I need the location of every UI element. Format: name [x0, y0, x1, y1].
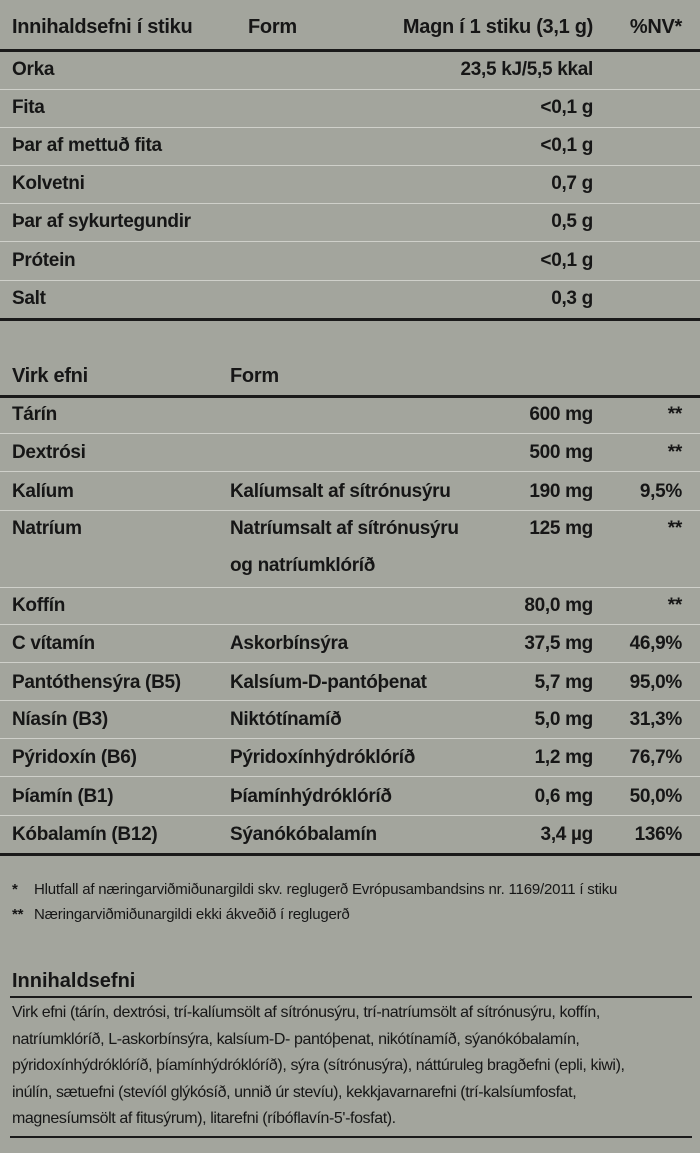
table-row: [0, 51, 700, 88]
table-row: [0, 396, 700, 433]
table-row: [0, 701, 700, 738]
table-row: [0, 127, 700, 164]
nutrition-header-amount: Magn í 1 stiku (3,1 g): [402, 16, 593, 38]
nutrition-header-name: Innihaldsefni í stiku: [12, 16, 193, 38]
table-row: [0, 816, 700, 853]
ingredients-text: [12, 1000, 688, 1133]
nutrition-header-nv: %NV*: [629, 16, 682, 38]
ingredients-line: magnesíumsölt af fitusýrum), litarefni (ríbóflavín-5'-fosfat).: [12, 1110, 396, 1127]
active-amount: 5,7 mg: [534, 672, 593, 693]
active-name: Tárín: [12, 404, 57, 425]
nutrient-amount: 0,7 g: [551, 173, 593, 194]
active-nv: 136%: [634, 824, 682, 845]
active-form: Pýridoxínhýdróklóríð: [230, 747, 416, 768]
table-row: [0, 778, 700, 815]
active-amount: 80,0 mg: [524, 595, 593, 616]
divider: [0, 853, 700, 856]
active-form: Niktótínamíð: [230, 709, 342, 730]
active-name: Pantóthensýra (B5): [12, 672, 181, 693]
table-row: [0, 739, 700, 776]
nutrient-name: Þar af mettuð fita: [12, 135, 162, 156]
active-name: Níasín (B3): [12, 709, 108, 730]
table-row: [0, 510, 700, 586]
table-row: [0, 89, 700, 126]
active-amount: 125 mg: [529, 518, 593, 539]
nutrient-amount: <0,1 g: [540, 135, 593, 156]
nutrient-name: Orka: [12, 59, 55, 80]
active-header-form: Form: [230, 365, 279, 387]
active-name: Pýridoxín (B6): [12, 747, 137, 768]
ingredients-line: natríumklóríð, L-askorbínsýra, kalsíum-D- pantóþenat, nikótínamíð, sýanókóbalamín,: [12, 1030, 580, 1048]
active-header-row: [0, 358, 700, 395]
table-row: [0, 625, 700, 662]
active-amount: 500 mg: [529, 442, 593, 463]
footnote-marker: *: [12, 881, 18, 898]
active-nv: **: [667, 404, 682, 425]
active-amount: 600 mg: [529, 404, 593, 425]
active-nv: **: [667, 442, 682, 463]
table-row: [0, 165, 700, 202]
active-form: Sýanókóbalamín: [230, 824, 377, 845]
nutrition-header-form: Form: [248, 16, 297, 38]
active-form: Kalsíum-D-pantóþenat: [230, 672, 427, 693]
active-nv: 9,5%: [639, 481, 682, 502]
row-separator: [0, 471, 700, 472]
active-nv: 95,0%: [629, 672, 682, 693]
active-nv: 31,3%: [629, 709, 682, 730]
active-form: Þíamínhýdróklóríð: [230, 786, 392, 807]
nutrient-amount: 0,5 g: [551, 211, 593, 232]
active-amount: 3,4 µg: [540, 824, 593, 845]
active-amount: 5,0 mg: [534, 709, 593, 730]
footnote: [12, 878, 617, 902]
table-row: [0, 434, 700, 471]
ingredients-title: Innihaldsefni: [12, 970, 136, 992]
active-nv: **: [667, 595, 682, 616]
nutrient-amount: 23,5 kJ/5,5 kkal: [460, 59, 593, 80]
active-form: Kalíumsalt af sítrónusýru: [230, 481, 451, 502]
active-name: C vítamín: [12, 633, 95, 654]
table-row: [0, 203, 700, 240]
footnote-marker: **: [12, 906, 24, 923]
row-separator: [0, 662, 700, 663]
active-nv: **: [667, 518, 682, 539]
ingredients-box: [10, 996, 692, 1138]
active-amount: 0,6 mg: [534, 786, 593, 807]
active-nv: 46,9%: [629, 633, 682, 654]
active-name: Natríum: [12, 518, 82, 539]
nutrient-amount: <0,1 g: [540, 97, 593, 118]
active-nv: 76,7%: [629, 747, 682, 768]
nutrient-name: Prótein: [12, 250, 76, 271]
nutrient-amount: 0,3 g: [551, 288, 593, 309]
active-form: Askorbínsýra: [230, 633, 348, 654]
nutrient-name: Fita: [12, 97, 45, 118]
footnote-text: Hlutfall af næringarviðmiðunargildi skv. reglugerð Evrópusambandsins nr. 1169/2011 í stiku: [34, 881, 618, 898]
active-name: Kóbalamín (B12): [12, 824, 158, 845]
table-row: [0, 280, 700, 317]
footnote: [12, 903, 350, 927]
active-name: Dextrósi: [12, 442, 86, 463]
footnote-text: Næringarviðmiðunargildi ekki ákveðið í reglugerð: [34, 906, 350, 923]
table-row: [0, 587, 700, 624]
nutrient-name: Salt: [12, 288, 46, 309]
active-amount: 1,2 mg: [534, 747, 593, 768]
nutrition-header-row: [0, 9, 700, 46]
active-amount: 37,5 mg: [524, 633, 593, 654]
ingredients-line: Virk efni (tárín, dextrósi, trí-kalíumsölt af sítrónusýru, trí-natríumsölt af sítrónusýru, koffín,: [12, 1004, 600, 1021]
ingredients-line: pýridoxínhýdróklóríð, þíamínhýdróklóríð), sýra (sítrónusýra), náttúruleg bragðefni (epli, kiwi),: [12, 1057, 625, 1074]
active-form: Natríumsalt af sítrónusýru: [230, 518, 459, 539]
table-row: [0, 664, 700, 701]
row-separator: [0, 776, 700, 777]
table-row: [0, 473, 700, 510]
active-nv: 50,0%: [629, 786, 682, 807]
active-name: Koffín: [12, 595, 66, 616]
active-form-continued: og natríumklóríð: [230, 555, 376, 576]
active-amount: 190 mg: [529, 481, 593, 502]
nutrient-name: Kolvetni: [12, 173, 85, 194]
nutrient-amount: <0,1 g: [540, 250, 593, 271]
table-row: [0, 242, 700, 279]
active-name: Kalíum: [12, 481, 74, 502]
ingredients-line: inúlín, sætuefni (stevíól glýkósíð, unnið úr stevíu), kekkjavarnarefni (trí-kalsíumfosfat,: [12, 1083, 577, 1101]
divider: [0, 318, 700, 321]
active-header-name: Virk efni: [12, 365, 88, 387]
active-name: Þíamín (B1): [12, 786, 114, 807]
nutrient-name: Þar af sykurtegundir: [12, 211, 191, 232]
